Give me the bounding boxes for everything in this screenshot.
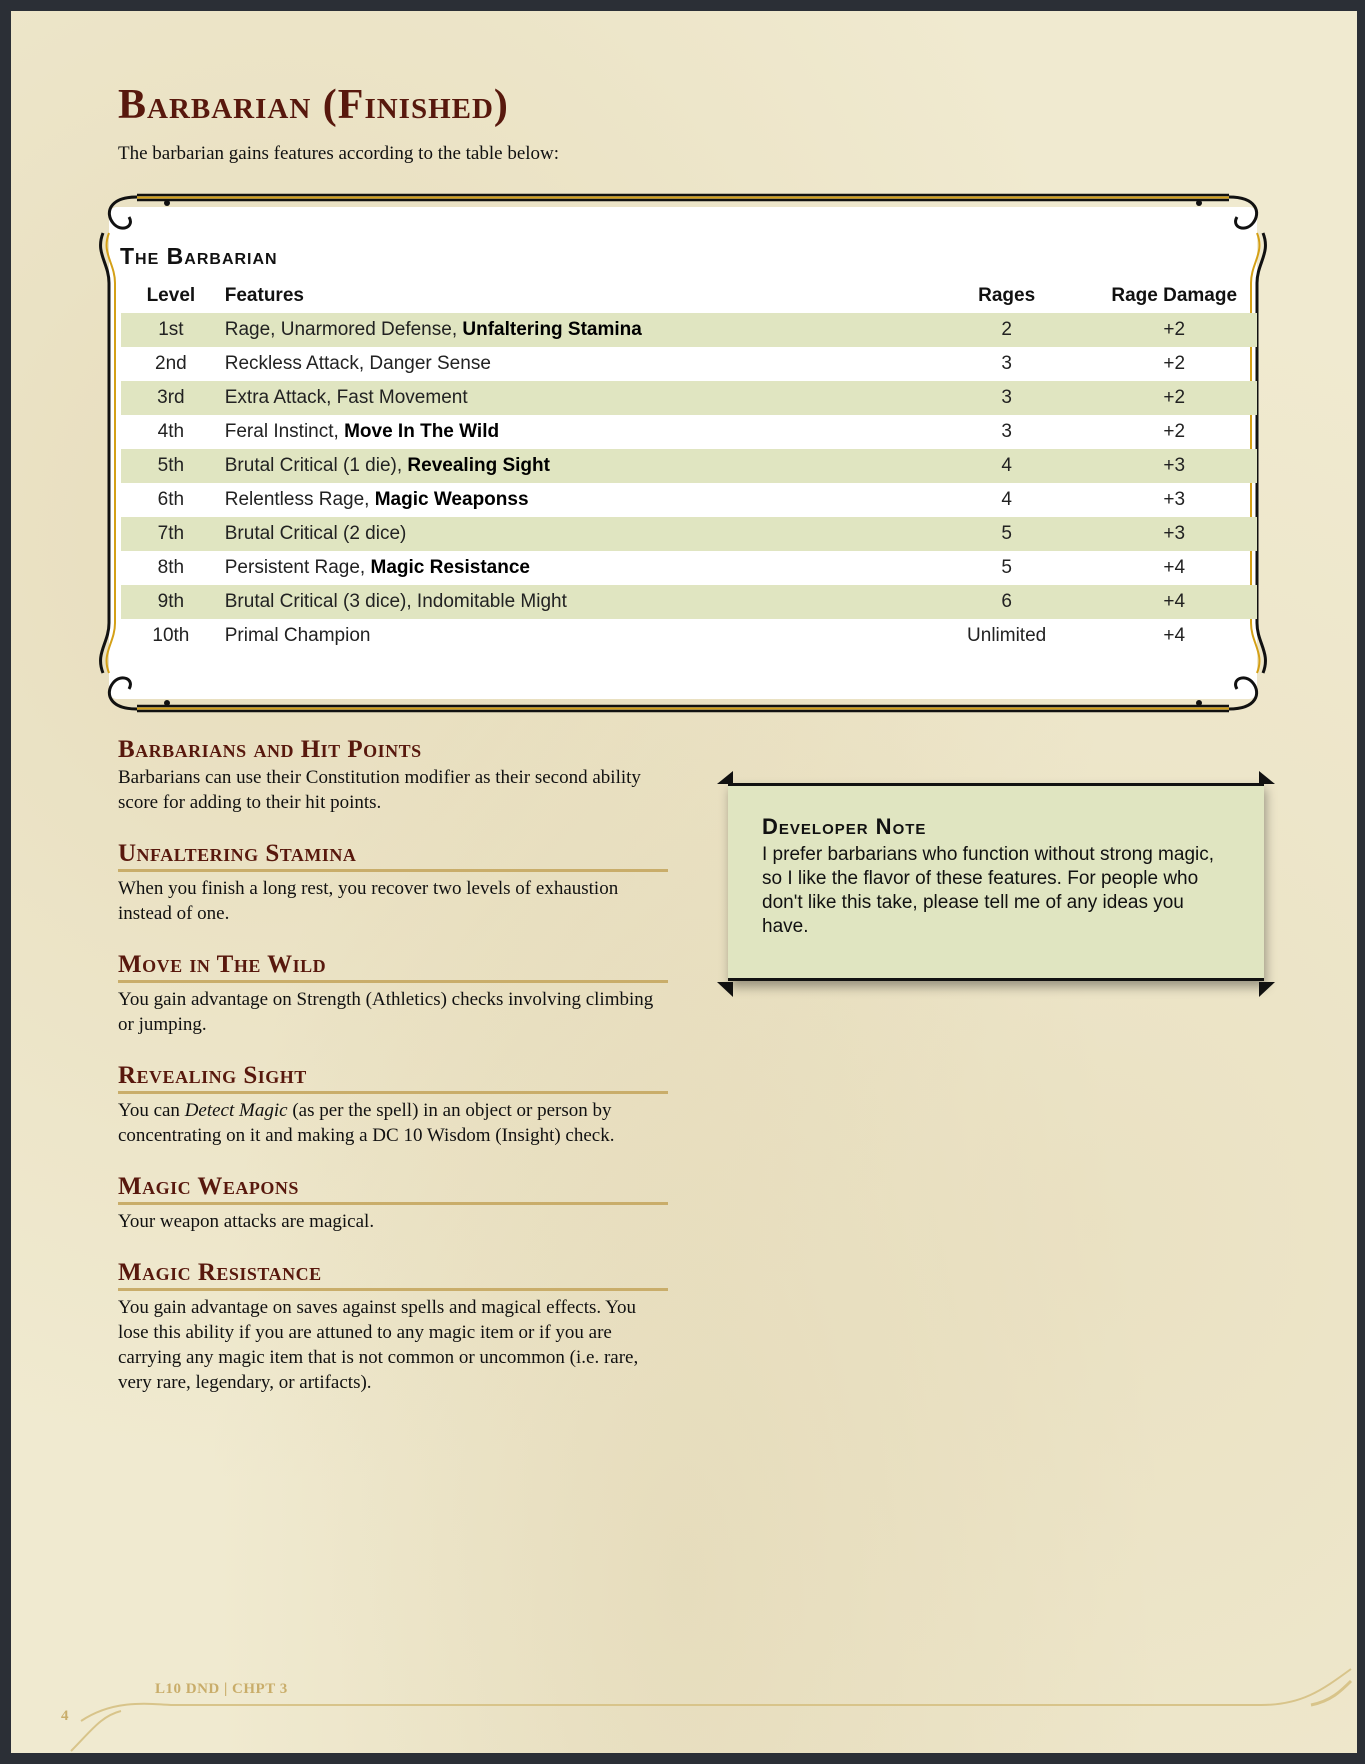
header-level: Level <box>146 285 196 306</box>
section-heading: Move in The Wild <box>118 950 668 983</box>
cell-rage-damage: +3 <box>1163 523 1186 544</box>
section-text <box>118 1098 668 1148</box>
feature-highlight: Move In The Wild <box>344 421 500 442</box>
cell-level: 3rd <box>157 387 185 408</box>
developer-note-title: Developer Note <box>762 814 927 839</box>
cell-features <box>221 449 922 483</box>
feature-text: Brutal Critical (2 dice) <box>224 523 407 544</box>
feature-text: Relentless Rage, <box>224 489 375 510</box>
cell-rages: Unlimited <box>967 625 1047 646</box>
section-text: You gain advantage on Strength (Athletics) checks involving climbing or jumping. <box>118 989 654 1035</box>
cell-rages: 5 <box>1001 557 1012 578</box>
class-table-title: The Barbarian <box>120 243 278 269</box>
feature-text: Brutal Critical (3 dice), Indomitable Might <box>224 591 567 612</box>
class-table <box>121 279 1257 653</box>
cell-level: 4th <box>157 421 185 442</box>
cell-level: 9th <box>157 591 185 612</box>
cell-features <box>221 551 922 585</box>
cell-level: 8th <box>157 557 185 578</box>
developer-note-text: I prefer barbarians who function without strong magic, so I like the flavor of these features. For people who don't like this take, please tell me of any ideas you have. <box>762 844 1215 937</box>
cell-rage-damage: +2 <box>1163 353 1186 374</box>
cell-rage-damage: +2 <box>1163 319 1186 340</box>
section-heading: Magic Weapons <box>118 1172 668 1205</box>
table-row <box>121 517 1257 551</box>
cell-rage-damage: +2 <box>1163 421 1186 442</box>
cell-rage-damage: +2 <box>1163 387 1186 408</box>
cell-level: 7th <box>157 523 185 544</box>
text-post: (as per the spell) in an object or person by concentrating on it and making a DC 10 Wisdom (Insight) check. <box>118 1100 615 1146</box>
header-features: Features <box>224 285 304 306</box>
feature-column <box>118 735 668 1419</box>
table-row <box>121 415 1257 449</box>
section-move-in-the-wild <box>118 950 668 1037</box>
document-page <box>11 11 1357 1753</box>
table-row <box>121 551 1257 585</box>
table-row <box>121 585 1257 619</box>
page-number: 4 <box>61 1708 69 1724</box>
section-magic-weapons <box>118 1172 668 1234</box>
header-rage-damage: Rage Damage <box>1111 285 1238 306</box>
cell-features <box>221 415 922 449</box>
section-hit-points <box>118 735 668 815</box>
cell-features <box>221 619 922 653</box>
cell-rages: 4 <box>1001 455 1012 476</box>
cell-features <box>221 347 922 381</box>
feature-highlight: Magic Resistance <box>370 557 530 578</box>
cell-features <box>221 313 922 347</box>
cell-rages: 3 <box>1001 387 1012 408</box>
table-row <box>121 619 1257 653</box>
cell-features <box>221 517 922 551</box>
section-text: Your weapon attacks are magical. <box>118 1211 375 1232</box>
feature-text: Reckless Attack, Danger Sense <box>224 353 491 374</box>
feature-highlight: Revealing Sight <box>407 455 550 476</box>
section-heading: Revealing Sight <box>118 1061 668 1094</box>
cell-rage-damage: +4 <box>1163 625 1186 646</box>
header-rages: Rages <box>978 285 1036 306</box>
table-row <box>121 381 1257 415</box>
table-header-row <box>121 279 1257 313</box>
spell-name: Detect Magic <box>184 1100 288 1121</box>
section-unfaltering-stamina <box>118 839 668 926</box>
cell-rage-damage: +3 <box>1163 489 1186 510</box>
feature-highlight: Unfaltering Stamina <box>462 319 642 340</box>
cell-level: 6th <box>157 489 185 510</box>
cell-features <box>221 381 922 415</box>
cell-rages: 4 <box>1001 489 1012 510</box>
feature-text: Primal Champion <box>224 625 371 646</box>
feature-text: Persistent Rage, <box>224 557 371 578</box>
section-heading: Barbarians and Hit Points <box>118 736 422 763</box>
cell-rages: 2 <box>1001 319 1012 340</box>
section-text: When you finish a long rest, you recover two levels of exhaustion instead of one. <box>118 878 619 924</box>
cell-rages: 5 <box>1001 523 1012 544</box>
cell-rages: 3 <box>1001 353 1012 374</box>
table-row <box>121 347 1257 381</box>
cell-features <box>221 585 922 619</box>
intro-text: The barbarian gains features according to the table below: <box>118 143 560 164</box>
cell-level: 5th <box>157 455 185 476</box>
cell-rage-damage: +3 <box>1163 455 1186 476</box>
section-heading: Magic Resistance <box>118 1258 668 1291</box>
feature-highlight: Magic Weaponss <box>374 489 529 510</box>
cell-level: 2nd <box>155 353 187 374</box>
cell-rage-damage: +4 <box>1163 557 1186 578</box>
section-revealing-sight <box>118 1061 668 1148</box>
footer-ornament <box>11 1661 1357 1753</box>
page-title: Barbarian (Finished) <box>118 82 509 128</box>
cell-level: 10th <box>152 625 190 646</box>
section-text: You gain advantage on saves against spells and magical effects. You lose this ability if you are attuned to any magic item or if you are carrying any magic item that is not common or uncommon (i.e. rare, very rare, legendary, or artifacts). <box>118 1297 639 1393</box>
section-text: Barbarians can use their Constitution modifier as their second ability score for adding to their hit points. <box>118 767 641 813</box>
table-row <box>121 449 1257 483</box>
feature-text: Extra Attack, Fast Movement <box>224 387 468 408</box>
section-heading: Unfaltering Stamina <box>118 839 668 872</box>
table-row <box>121 313 1257 347</box>
cell-level: 1st <box>158 319 184 340</box>
feature-text: Rage, Unarmored Defense, <box>224 319 463 340</box>
cell-rages: 3 <box>1001 421 1012 442</box>
feature-text: Brutal Critical (1 die), <box>224 455 408 476</box>
cell-rages: 6 <box>1001 591 1012 612</box>
cell-features <box>221 483 922 517</box>
cell-rage-damage: +4 <box>1163 591 1186 612</box>
feature-text: Feral Instinct, <box>224 421 345 442</box>
text-pre: You can <box>118 1100 185 1121</box>
footer-text: L10 DND | CHPT 3 <box>155 1681 288 1697</box>
table-row <box>121 483 1257 517</box>
section-magic-resistance <box>118 1258 668 1395</box>
